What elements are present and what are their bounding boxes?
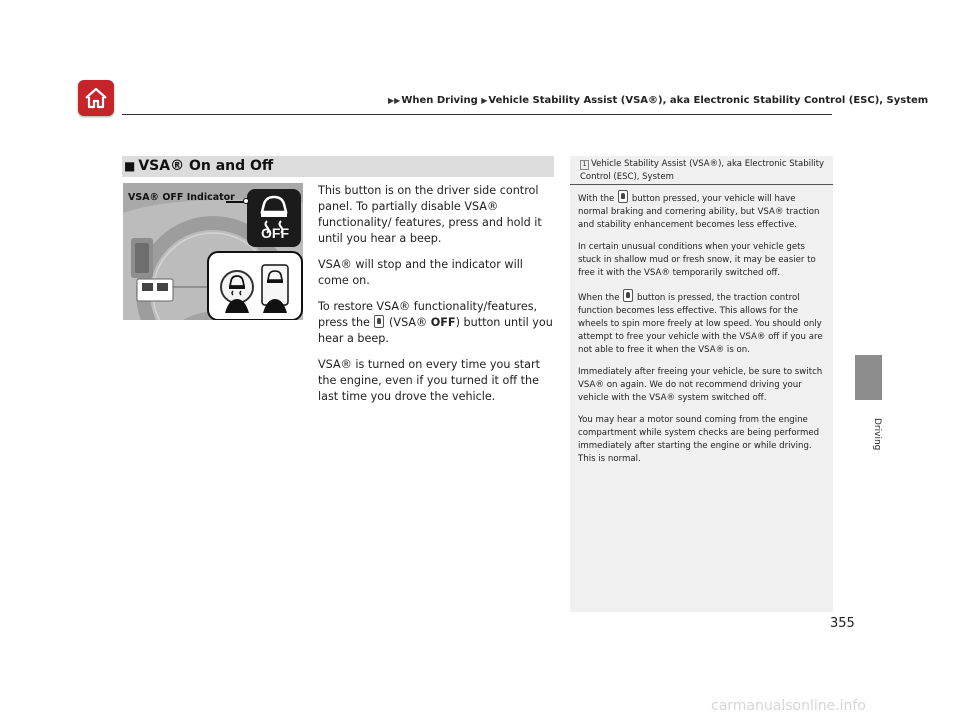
note-heading: 1 Vehicle Stability Assist (VSA®), aka Electronic Stability Control (ESC), System [570,156,833,185]
chapter-tab[interactable] [855,355,882,400]
note-paragraph: You may hear a motor sound coming from the engine compartment while system checks are being performed immediately after starting the engine or while driving. This is normal. [578,415,820,464]
main-paragraph: VSA® is turned on every time you start the engine, even if you turned it off the last time you drove the vehicle. [318,358,541,403]
section-title: VSA® On and Off [138,158,274,174]
breadcrumb-item-when-driving[interactable]: When Driving [401,95,478,106]
caption-leader-dot [243,198,249,204]
note-paragraph: When the button is pressed, the traction control function becomes less effective. This allows for the wheels to spin more freely at low speed. You should only attempt to free your vehicle with the VSA® off if you are not able to free it when the VSA® is on. [578,289,825,357]
main-paragraph: This button is on the driver side control panel. To partially disable VSA® functionality/ features, press and hold it until you hear a beep. [318,184,542,245]
vsa-button-icon [618,190,628,203]
vsa-button-icon [623,289,633,302]
note-body [578,185,825,466]
page-number: 355 [830,616,855,631]
home-icon [84,86,108,110]
chapter-label: Driving [872,417,882,451]
indicator-off-label: OFF [261,225,289,241]
main-body [318,183,554,415]
home-button[interactable] [78,80,114,116]
note-paragraph: Immediately after freeing your vehicle, be sure to switch VSA® on again. We do not recommend driving your vehicle with the VSA® system switched off. [578,367,823,403]
note-marker-icon: 1 [580,160,589,170]
main-paragraph: To restore VSA® functionality/features, press the (VSA® OFF) button until you hear a beep. [318,300,553,345]
side-note-panel [570,156,833,612]
main-paragraph: VSA® will stop and the indicator will come on. [318,258,523,287]
breadcrumb-item-vsa[interactable]: Vehicle Stability Assist (VSA®), aka Electronic Stability Control (ESC), System [488,95,929,106]
vsa-button-icon [374,315,384,328]
dashboard-illustration [123,183,303,320]
square-bullet-icon: ■ [124,159,136,173]
breadcrumb [388,95,928,106]
note-paragraph: In certain unusual conditions when your vehicle gets stuck in shallow mud or fresh snow, it may be easier to free it with the VSA® temporarily switched off. [578,242,816,278]
indicator-caption: VSA® OFF Indicator [128,192,235,203]
header-divider [122,114,832,115]
section-heading [122,156,554,177]
vsa-button-closeup [207,251,303,320]
breadcrumb-arrow-icon: ▶▶ [388,96,401,105]
watermark: carmanualsonline.info [711,698,866,714]
note-paragraph: With the button pressed, your vehicle will have normal braking and cornering ability, but VSA® traction and stability enhancement becomes less effective. [578,190,825,232]
breadcrumb-arrow-icon: ▶ [481,96,488,105]
